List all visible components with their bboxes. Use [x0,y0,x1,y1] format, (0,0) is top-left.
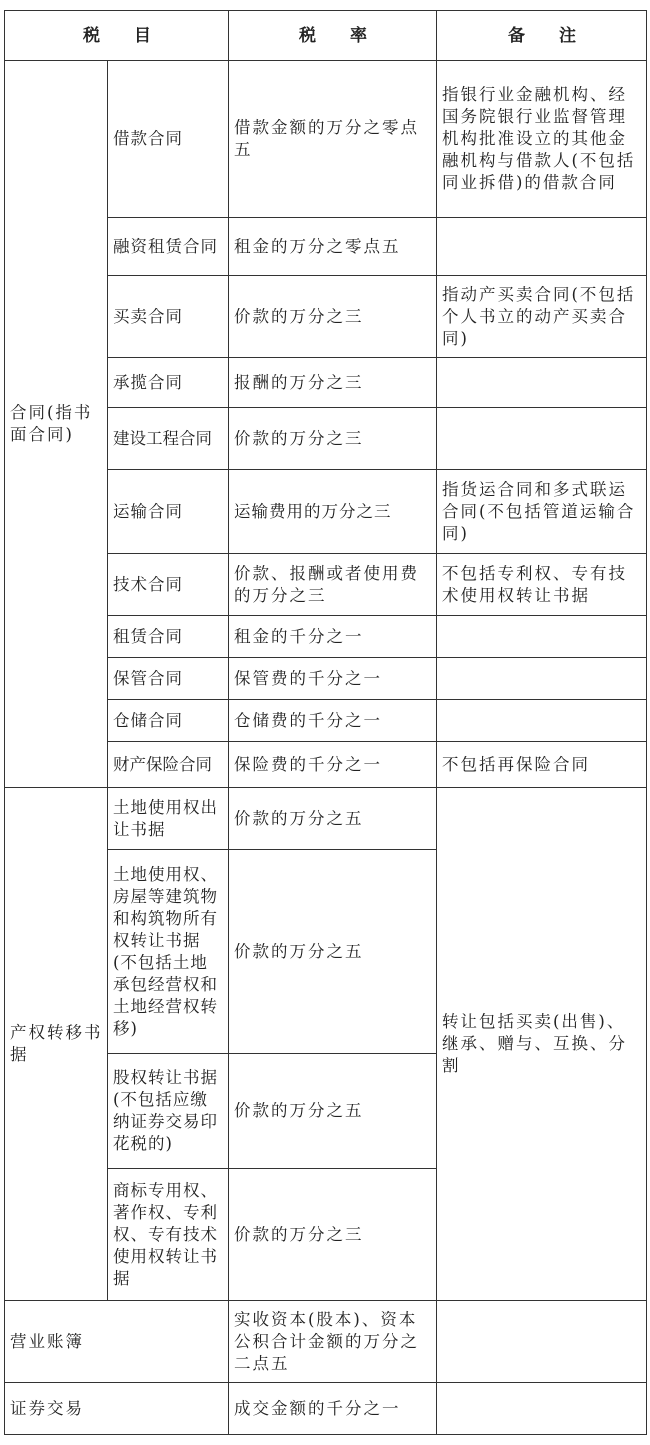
remark-cell [437,218,647,276]
header-tax-rate: 税 率 [229,11,437,61]
rate-cell: 租金的千分之一 [229,616,437,658]
rate-cell: 保管费的千分之一 [229,658,437,700]
remark-cell [437,700,647,742]
rate-cell: 租金的万分之零点五 [229,218,437,276]
remark-cell [437,1383,647,1435]
header-row [5,11,647,61]
category-business-ledger: 营业账簿 [5,1301,229,1383]
header-tax-item: 税 目 [5,11,229,61]
remark-cell: 不包括专利权、专有技术使用权转让书据 [437,554,647,616]
category-securities-trading: 证券交易 [5,1383,229,1435]
rate-cell: 保险费的千分之一 [229,742,437,788]
rate-cell: 报酬的万分之三 [229,358,437,408]
rate-cell: 实收资本(股本)、资本公积合计金额的万分之二点五 [229,1301,437,1383]
item-cell: 买卖合同 [108,276,229,358]
rate-cell: 价款的万分之三 [229,408,437,470]
item-cell: 融资租赁合同 [108,218,229,276]
remark-cell: 不包括再保险合同 [437,742,647,788]
rate-cell: 价款的万分之五 [229,788,437,850]
remark-cell [437,1301,647,1383]
category-property-transfer: 产权转移书据 [5,788,108,1301]
table-row [5,1301,647,1383]
remark-cell [437,616,647,658]
item-cell: 运输合同 [108,470,229,554]
stamp-tax-rate-table [4,10,647,1435]
rate-cell: 运输费用的万分之三 [229,470,437,554]
rate-cell: 仓储费的千分之一 [229,700,437,742]
table-row [5,61,647,218]
remark-cell [437,408,647,470]
remark-cell [437,358,647,408]
category-contract: 合同(指书面合同) [5,61,108,788]
item-cell: 仓储合同 [108,700,229,742]
item-cell: 土地使用权出让书据 [108,788,229,850]
item-cell: 土地使用权、房屋等建筑物和构筑物所有权转让书据(不包括土地承包经营权和土地经营权转移) [108,850,229,1054]
item-cell: 保管合同 [108,658,229,700]
item-cell: 商标专用权、著作权、专利权、专有技术使用权转让书据 [108,1169,229,1301]
item-cell: 承揽合同 [108,358,229,408]
rate-cell: 价款的万分之三 [229,276,437,358]
item-cell: 股权转让书据(不包括应缴纳证券交易印花税的) [108,1054,229,1169]
item-cell: 租赁合同 [108,616,229,658]
rate-cell: 借款金额的万分之零点五 [229,61,437,218]
remark-cell: 指动产买卖合同(不包括个人书立的动产买卖合同) [437,276,647,358]
header-remark: 备 注 [437,11,647,61]
remark-cell: 指货运合同和多式联运合同(不包括管道运输合同) [437,470,647,554]
item-cell: 建设工程合同 [108,408,229,470]
item-cell: 借款合同 [108,61,229,218]
rate-cell: 成交金额的千分之一 [229,1383,437,1435]
rate-cell: 价款的万分之五 [229,850,437,1054]
remark-cell [437,658,647,700]
remark-cell-transfer: 转让包括买卖(出售)、继承、赠与、互换、分割 [437,788,647,1301]
remark-cell: 指银行业金融机构、经国务院银行业监督管理机构批准设立的其他金融机构与借款人(不包括同业拆借)的借款合同 [437,61,647,218]
item-cell: 财产保险合同 [108,742,229,788]
rate-cell: 价款的万分之五 [229,1054,437,1169]
table-row [5,788,647,850]
rate-cell: 价款的万分之三 [229,1169,437,1301]
item-cell: 技术合同 [108,554,229,616]
rate-cell: 价款、报酬或者使用费的万分之三 [229,554,437,616]
table-row [5,1383,647,1435]
